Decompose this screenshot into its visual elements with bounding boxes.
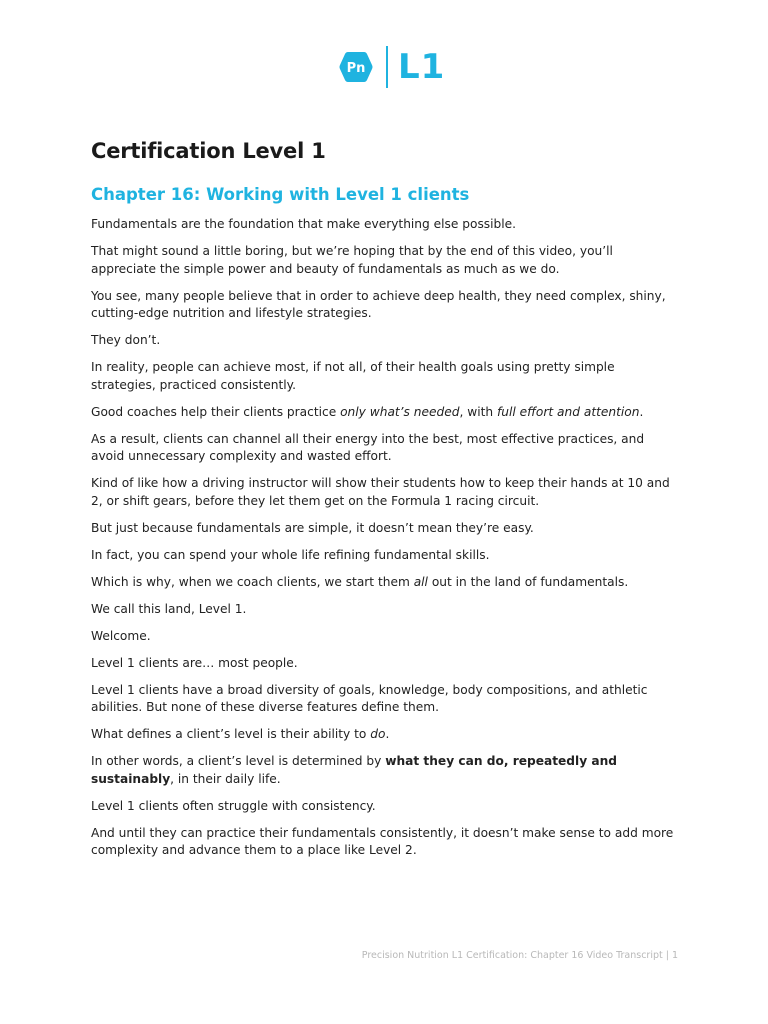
paragraph-text: , with: [459, 404, 497, 419]
emphasis-text: only what’s needed: [340, 404, 460, 419]
paragraph: [91, 628, 681, 646]
emphasis-text: all: [413, 574, 428, 589]
paragraph-text: In other words, a client’s level is determined by: [91, 754, 386, 768]
paragraph-text: .: [385, 727, 390, 741]
paragraph: [91, 601, 681, 619]
paragraph: [91, 520, 681, 538]
paragraph-text: That might sound a little boring, but we’re hoping that by the end of this video, you’ll appreciate the simple power and beauty of fundamentals as much as we do.: [91, 244, 613, 276]
paragraph-text: Which is why, when we coach clients, we start them: [91, 574, 414, 589]
paragraph-text: In reality, people can achieve most, if not all, of their health goals using pretty simple strategies, practiced consistently.: [91, 360, 615, 392]
paragraph-text: You see, many people believe that in order to achieve deep health, they need complex, shiny, cutting-edge nutrition and lifestyle strategies.: [91, 288, 666, 320]
paragraph: [91, 332, 681, 350]
paragraph-text: Fundamentals are the foundation that make everything else possible.: [91, 217, 517, 231]
chapter-heading: Chapter 16: Working with Level 1 clients: [91, 185, 470, 204]
paragraph-text: Level 1 clients have a broad diversity of goals, knowledge, body compositions, and athletic abilities. But none of these diverse features define them.: [91, 682, 648, 714]
paragraph: [91, 753, 681, 788]
paragraph: [91, 825, 681, 860]
page-footer: Precision Nutrition L1 Certification: Chapter 16 Video Transcript | 1: [361, 950, 678, 961]
emphasis-text: full effort and attention: [496, 404, 640, 419]
logo-mark: L1: [398, 47, 446, 87]
paragraph: [91, 404, 681, 422]
paragraph: [91, 547, 681, 565]
document-body: [91, 139, 681, 869]
logo: [339, 45, 445, 89]
paragraph: [91, 216, 681, 234]
pn-hexagon-icon: [339, 50, 373, 84]
page-title: Certification Level 1: [91, 139, 326, 163]
paragraph-text: .: [639, 404, 644, 419]
paragraph: [91, 243, 681, 278]
logo-badge-text: Pn: [346, 61, 366, 76]
paragraph-list: [91, 216, 681, 860]
paragraph-text: And until they can practice their fundamentals consistently, it doesn’t make sense to add more complexity and advance them to a place like Level 2.: [91, 825, 674, 857]
paragraph: [91, 288, 681, 323]
paragraph-text: Level 1 clients are… most people.: [91, 655, 298, 670]
paragraph: [91, 798, 681, 816]
paragraph: [91, 431, 681, 466]
paragraph: [91, 655, 681, 673]
paragraph-text: As a result, clients can channel all their energy into the best, most effective practices, and avoid unnecessary complexity and wasted effort.: [91, 431, 645, 463]
paragraph-text: Good coaches help their clients practice: [91, 404, 341, 419]
paragraph-text: They don’t.: [91, 333, 161, 347]
paragraph-text: What defines a client’s level is their ability to: [91, 727, 371, 741]
paragraph-text: We call this land, Level 1.: [91, 601, 247, 616]
logo-divider: [386, 46, 388, 88]
paragraph-text: Level 1 clients often struggle with consistency.: [91, 798, 376, 813]
paragraph: [91, 682, 681, 717]
emphasis-text: do: [370, 727, 386, 741]
paragraph-text: Kind of like how a driving instructor will show their students how to keep their hands at 10 and 2, or shift gears, before they let them get on the Formula 1 racing circuit.: [91, 476, 670, 508]
paragraph-text: But just because fundamentals are simple, it doesn’t mean they’re easy.: [91, 520, 534, 535]
paragraph-text: out in the land of fundamentals.: [427, 574, 629, 589]
paragraph-text: In fact, you can spend your whole life refining fundamental skills.: [91, 547, 490, 562]
bold-text: what they can do, repeatedly and sustainably: [91, 754, 618, 786]
paragraph: [91, 574, 681, 592]
paragraph: [91, 359, 681, 394]
paragraph: [91, 475, 681, 510]
paragraph-text: Welcome.: [91, 628, 151, 643]
paragraph-text: , in their daily life.: [170, 771, 281, 786]
paragraph: [91, 726, 681, 744]
